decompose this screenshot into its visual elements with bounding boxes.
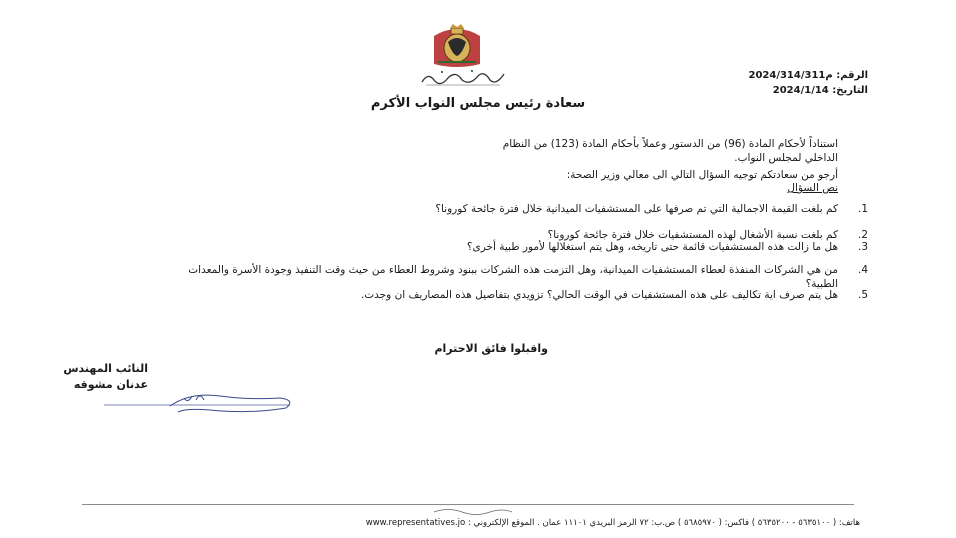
- question-number: 2.: [857, 229, 868, 241]
- date-row: [648, 85, 868, 96]
- question-item: [158, 241, 868, 255]
- question-item: [158, 264, 868, 291]
- footer-divider: [82, 504, 854, 505]
- signatory-name: عدنان مشوقه: [73, 378, 148, 391]
- question-text: هل يتم صرف اية تكاليف على هذه المستشفيات في الوقت الحالي؟ تزويدي بتفاصيل هذه المصاريف ان وجدت.: [360, 289, 838, 301]
- question-number: 3.: [857, 241, 868, 253]
- question-number: 5.: [857, 289, 868, 301]
- question-number: 1.: [857, 203, 868, 215]
- request-line: أرجو من سعادتكم توجيه السؤال التالي الى معالي وزير الصحة:: [566, 169, 838, 181]
- date-label: التاريخ:: [832, 85, 868, 96]
- question-label: نص السؤال: [787, 182, 838, 194]
- question-text: هل ما زالت هذه المستشفيات قائمة حتى تاريخه، وهل يتم استغلالها لأمور طبية أخرى؟: [466, 241, 838, 253]
- question-text: من هي الشركات المنفذة لعطاء المستشفيات الميدانية، وهل التزمت هذه الشركات ببنود وشروط العطاء من حيث وقت التنفيذ وجودة الأسرة والمعدات الطبية؟: [188, 264, 838, 290]
- parliament-calligraphy-logo: [418, 66, 508, 88]
- question-text: كم بلغت القيمة الاجمالية التي تم صرفها على المستشفيات الميدانية خلال فترة جائحة كورونا؟: [435, 203, 838, 215]
- coat-of-arms-icon: [428, 24, 486, 70]
- question-text: كم بلغت نسبة الأشغال لهذه المستشفيات خلال فترة جائحة كورونا؟: [547, 229, 838, 241]
- reference-value: م2024/314/311: [748, 70, 833, 81]
- closing-salutation: واقبلوا فائق الاحترام: [434, 342, 548, 355]
- signatory-role: النائب المهندس: [63, 362, 148, 375]
- question-item: [158, 289, 868, 303]
- reference-label: الرقم:: [836, 70, 868, 81]
- intro-line-2: الداخلي لمجلس النواب.: [734, 152, 838, 164]
- question-number: 4.: [857, 264, 868, 276]
- letter-title: سعادة رئيس مجلس النواب الأكرم: [370, 96, 586, 111]
- date-value: 2024/1/14: [772, 85, 829, 96]
- intro-line-1: استناداً لأحكام المادة (96) من الدستور وعملاً بأحكام المادة (123) من النظام: [502, 138, 838, 150]
- handwritten-signature: [100, 388, 300, 414]
- question-item: [158, 203, 868, 217]
- footer-contact-line: هاتف: ( ٥٦٣٥١٠٠ - ٥٦٣٥٢٠٠ ) فاكس: ( ٥٦٨٥٩٧٠ ) ص.ب: ٧٢ الرمز البريدي ١١١٠١ عمان . الموقع الإلكتروني : www.representatives.jo: [365, 518, 860, 528]
- reference-number-row: [648, 70, 868, 81]
- footer-emblem-mark: [428, 506, 518, 516]
